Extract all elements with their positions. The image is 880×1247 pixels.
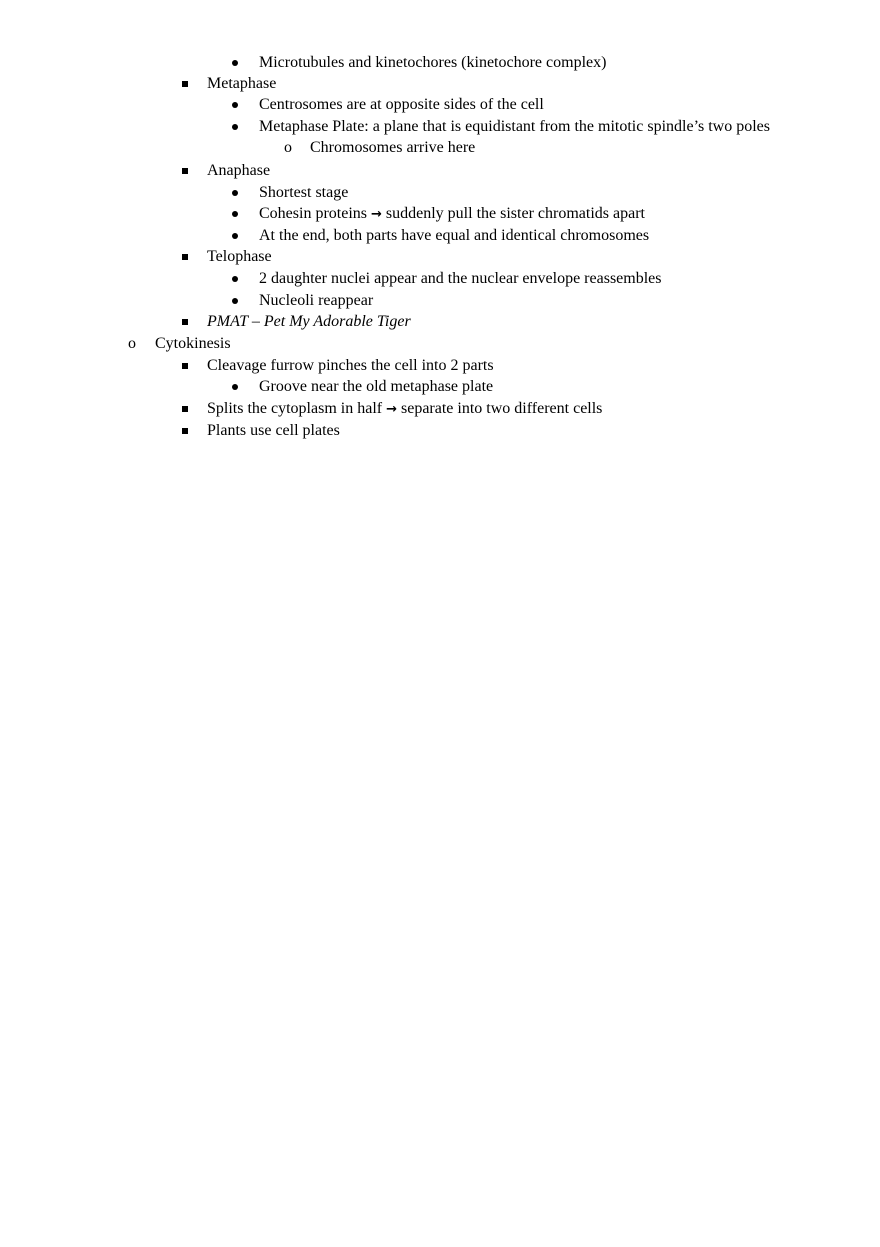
bullet-square-icon	[182, 319, 188, 325]
list-item-text: Groove near the old metaphase plate	[259, 378, 494, 395]
list-item-text	[207, 399, 602, 420]
bullet-square-icon	[182, 363, 188, 369]
bullet-o-icon: o	[284, 139, 292, 156]
right-arrow-icon: →	[371, 207, 382, 222]
list-item-text: Microtubules and kinetochores (kinetochore complex)	[259, 54, 607, 71]
bullet-o-icon: o	[128, 335, 136, 352]
bullet-dot-icon	[232, 102, 238, 108]
bullet-dot-icon	[232, 211, 238, 217]
bullet-dot-icon	[232, 60, 238, 66]
bullet-dot-icon	[232, 276, 238, 282]
list-item-text: Chromosomes arrive here	[310, 139, 476, 156]
list-item-text: Nucleoli reappear	[259, 292, 374, 309]
list-item-text: Shortest stage	[259, 184, 349, 201]
bullet-square-icon	[182, 406, 188, 412]
list-item-text: At the end, both parts have equal and identical chromosomes	[259, 227, 650, 244]
list-item-text: 2 daughter nuclei appear and the nuclear envelope reassembles	[259, 270, 662, 287]
bullet-square-icon	[182, 254, 188, 260]
bullet-square-icon	[182, 81, 188, 87]
list-item-text-part: Splits the cytoplasm in half	[207, 400, 383, 417]
list-item-text: Plants use cell plates	[207, 422, 340, 439]
list-item-text-part: Cohesin proteins	[259, 205, 367, 222]
list-item-text: Telophase	[207, 248, 272, 265]
list-item-text	[259, 204, 645, 225]
bullet-dot-icon	[232, 298, 238, 304]
list-item-text: Cleavage furrow pinches the cell into 2 parts	[207, 357, 494, 374]
list-item-text: PMAT – Pet My Adorable Tiger	[207, 313, 411, 330]
right-arrow-icon: →	[386, 402, 397, 417]
bullet-dot-icon	[232, 124, 238, 130]
list-item-text: Anaphase	[207, 162, 271, 179]
bullet-dot-icon	[232, 190, 238, 196]
list-item-text-part: separate into two different cells	[401, 400, 603, 417]
bullet-dot-icon	[232, 233, 238, 239]
bullet-square-icon	[182, 168, 188, 174]
bullet-square-icon	[182, 428, 188, 434]
list-item-text: Metaphase	[207, 75, 277, 92]
bullet-dot-icon	[232, 384, 238, 390]
list-item-text: Centrosomes are at opposite sides of the cell	[259, 96, 544, 113]
list-item-text-part: suddenly pull the sister chromatids apart	[385, 205, 645, 222]
list-item-text: Metaphase Plate: a plane that is equidistant from the mitotic spindle’s two poles	[259, 118, 771, 135]
list-item-text: Cytokinesis	[155, 335, 231, 352]
